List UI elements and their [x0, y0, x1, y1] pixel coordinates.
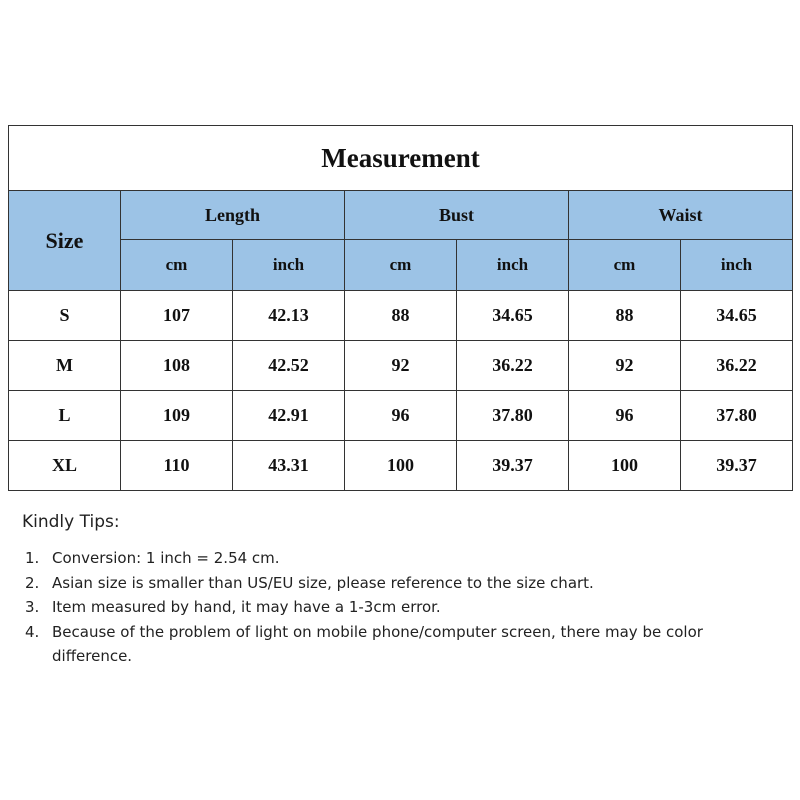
size-cell: S — [9, 291, 121, 341]
bust-cm-header: cm — [345, 240, 457, 291]
bust-inch-cell: 39.37 — [457, 441, 569, 491]
waist-inch-cell: 37.80 — [681, 391, 793, 441]
tip-item — [22, 571, 782, 596]
tip-text: Asian size is smaller than US/EU size, please reference to the size chart. — [52, 573, 594, 592]
bust-cm-cell: 100 — [345, 441, 457, 491]
size-cell: XL — [9, 441, 121, 491]
waist-inch-cell: 39.37 — [681, 441, 793, 491]
waist-inch-header: inch — [681, 240, 793, 291]
tip-item — [22, 620, 782, 669]
table-row — [9, 441, 793, 491]
length-cm-cell: 107 — [121, 291, 233, 341]
length-inch-cell: 43.31 — [233, 441, 345, 491]
length-inch-cell: 42.52 — [233, 341, 345, 391]
tips-list — [22, 546, 782, 669]
tip-text: Conversion: 1 inch = 2.54 cm. — [52, 549, 280, 567]
table-row — [9, 391, 793, 441]
waist-cm-cell: 92 — [569, 341, 681, 391]
tip-text: Because of the problem of light on mobile phone/computer screen, there may be color difference. — [52, 622, 703, 665]
bust-cm-cell: 92 — [345, 341, 457, 391]
length-cm-header: cm — [121, 240, 233, 291]
bust-inch-cell: 34.65 — [457, 291, 569, 341]
waist-cm-cell: 88 — [569, 291, 681, 341]
tip-number: 2. — [25, 573, 40, 592]
bust-inch-header: inch — [457, 240, 569, 291]
waist-header: Waist — [569, 191, 793, 240]
bust-cm-cell: 96 — [345, 391, 457, 441]
size-chart-table — [8, 125, 793, 491]
tip-number: 3. — [25, 598, 40, 616]
length-cm-cell: 108 — [121, 341, 233, 391]
bust-inch-cell: 36.22 — [457, 341, 569, 391]
waist-inch-cell: 34.65 — [681, 291, 793, 341]
table-row — [9, 291, 793, 341]
bust-inch-cell: 37.80 — [457, 391, 569, 441]
size-header: Size — [9, 191, 121, 291]
length-header: Length — [121, 191, 345, 240]
size-cell: L — [9, 391, 121, 441]
kindly-tips — [22, 512, 782, 669]
tips-title: Kindly Tips: — [22, 512, 120, 532]
table-row — [9, 341, 793, 391]
tip-number: 4. — [25, 622, 40, 641]
length-inch-cell: 42.13 — [233, 291, 345, 341]
length-inch-header: inch — [233, 240, 345, 291]
length-cm-cell: 110 — [121, 441, 233, 491]
size-cell: M — [9, 341, 121, 391]
waist-inch-cell: 36.22 — [681, 341, 793, 391]
bust-cm-cell: 88 — [345, 291, 457, 341]
table-title: Measurement — [9, 126, 793, 191]
length-inch-cell: 42.91 — [233, 391, 345, 441]
length-cm-cell: 109 — [121, 391, 233, 441]
tip-number: 1. — [25, 549, 40, 567]
waist-cm-cell: 100 — [569, 441, 681, 491]
tip-item — [22, 546, 782, 571]
tip-text: Item measured by hand, it may have a 1-3cm error. — [52, 598, 441, 616]
waist-cm-cell: 96 — [569, 391, 681, 441]
waist-cm-header: cm — [569, 240, 681, 291]
tip-item — [22, 595, 782, 620]
bust-header: Bust — [345, 191, 569, 240]
